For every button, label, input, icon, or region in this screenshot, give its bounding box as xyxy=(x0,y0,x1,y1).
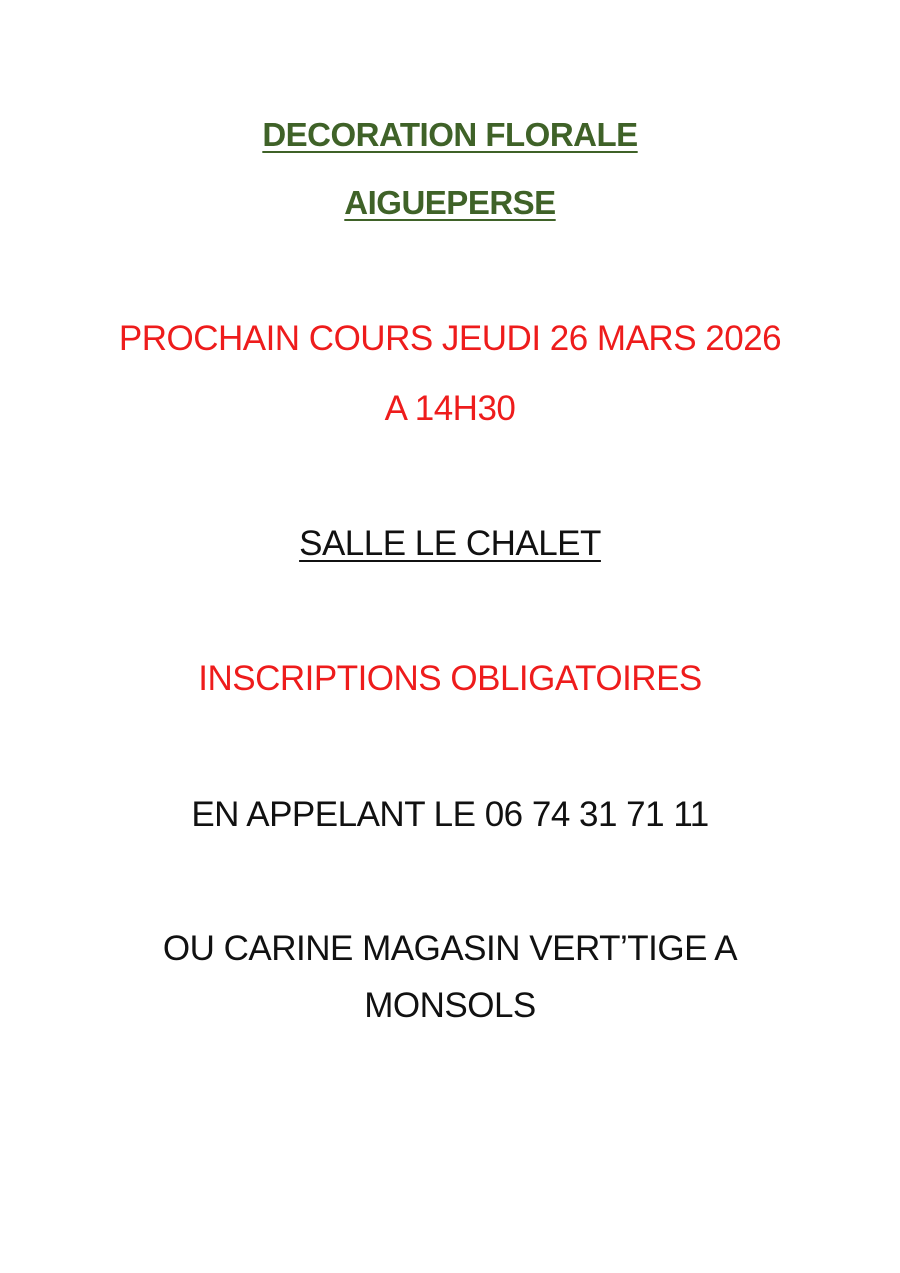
next-class-time: A 14H30 xyxy=(384,389,516,428)
phone-line: EN APPELANT LE 06 74 31 71 11 xyxy=(191,795,709,834)
title-line-2: AIGUEPERSE xyxy=(344,184,556,221)
title-line-1: DECORATION FLORALE xyxy=(262,116,638,153)
venue: SALLE LE CHALET xyxy=(299,524,601,563)
alternative-line-2: MONSOLS xyxy=(364,986,536,1025)
registration-notice: INSCRIPTIONS OBLIGATOIRES xyxy=(198,659,702,698)
alternative-line-1: OU CARINE MAGASIN VERT’TIGE A xyxy=(162,929,738,968)
next-class-date: PROCHAIN COURS JEUDI 26 MARS 2026 xyxy=(118,319,782,358)
